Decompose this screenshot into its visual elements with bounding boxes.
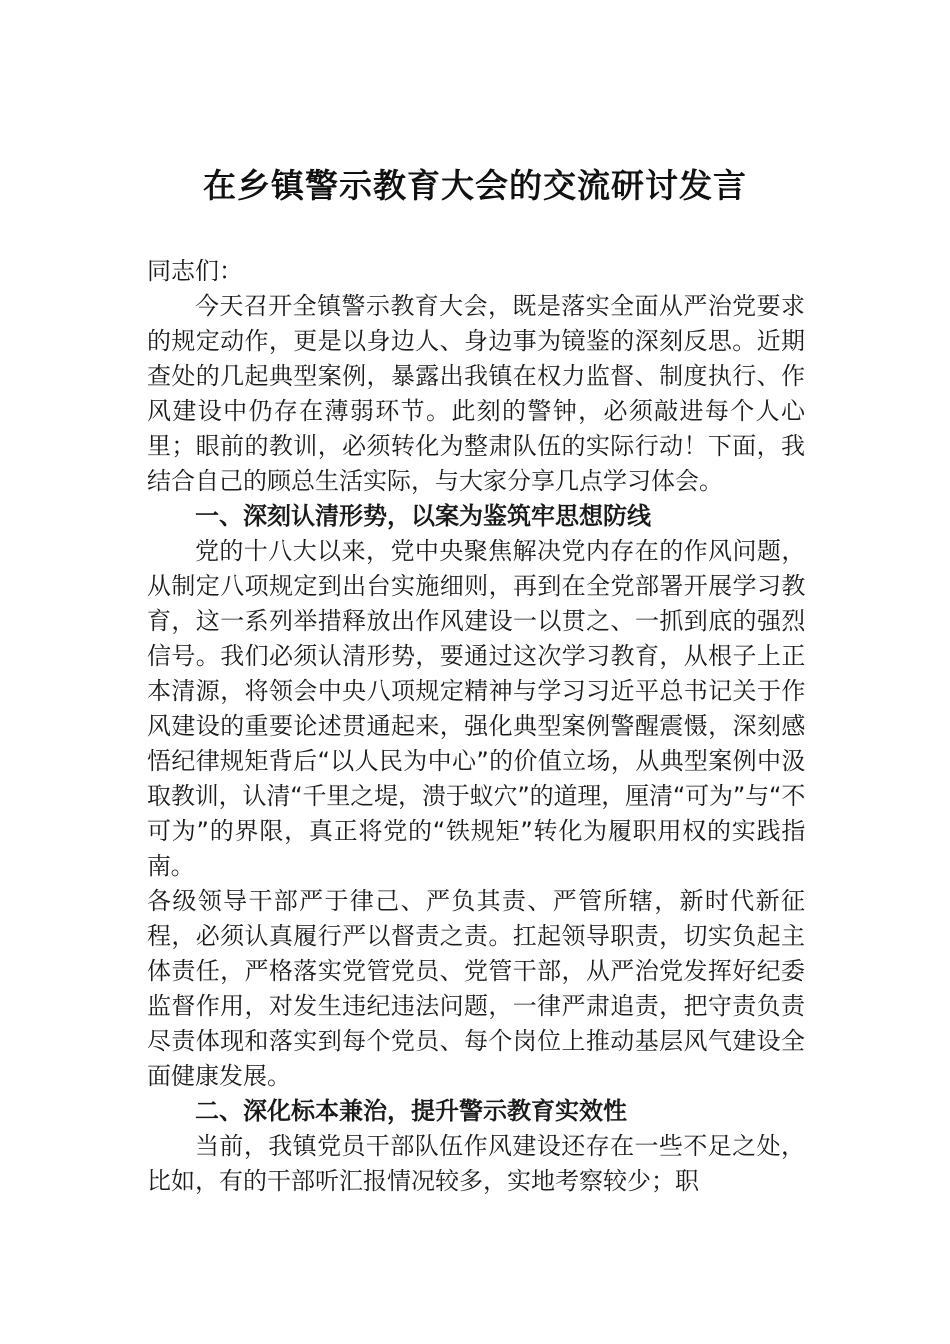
document-body — [147, 254, 805, 1199]
document-title: 在乡镇警示教育大会的交流研讨发言 — [203, 166, 747, 205]
section-1-heading: 一、深刻认清形势，以案为鉴筑牢思想防线 — [195, 502, 651, 530]
section-1-paragraph-1: 党的十八大以来，党中央聚焦解决党内存在的作风问题，从制定八项规定到出台实施细则，再到在全党部署开展学习教育，这一系列举措释放出作风建设一以贯之、一抓到底的强烈信号。我们必须认清形势，要通过这次学习教育，从根子上正本清源，将领会中央八项规定精神与学习习近平总书记关于作风建设的重要论述贯通起来，强化典型案例警醒震慑，深刻感悟纪律规矩背后“以人民为中心”的价值立场，从典型案例中汲取教训，认清“千里之堤，溃于蚁穴”的道理，厘清“可为”与“不可为”的界限，真正将党的“铁规矩”转化为履职用权的实践指南。 — [147, 537, 805, 880]
section-2-heading: 二、深化标本兼治，提升警示教育实效性 — [195, 1097, 627, 1125]
intro-paragraph: 今天召开全镇警示教育大会，既是落实全面从严治党要求的规定动作，更是以身边人、身边事为镜鉴的深刻反思。近期查处的几起典型案例，暴露出我镇在权力监督、制度执行、作风建设中仍存在薄弱环节。此刻的警钟，必须敲进每个人心里；眼前的教训，必须转化为整肃队伍的实际行动！下面，我结合自己的顾总生活实际，与大家分享几点学习体会。 — [147, 292, 805, 495]
salutation: 同志们： — [147, 257, 243, 285]
section-2-paragraph-1: 当前，我镇党员干部队伍作风建设还存在一些不足之处，比如，有的干部听汇报情况较多，实地考察较少；职 — [147, 1132, 805, 1195]
section-1-paragraph-2: 各级领导干部严于律己、严负其责、严管所辖，新时代新征程，必须认真履行严以督责之责。扛起领导职责，切实负起主体责任，严格落实党管党员、党管干部，从严治党发挥好纪委监督作用，对发生违纪违法问题，一律严肃追责，把守责负责尽责体现和落实到每个党员、每个岗位上推动基层风气建设全面健康发展。 — [147, 887, 805, 1090]
